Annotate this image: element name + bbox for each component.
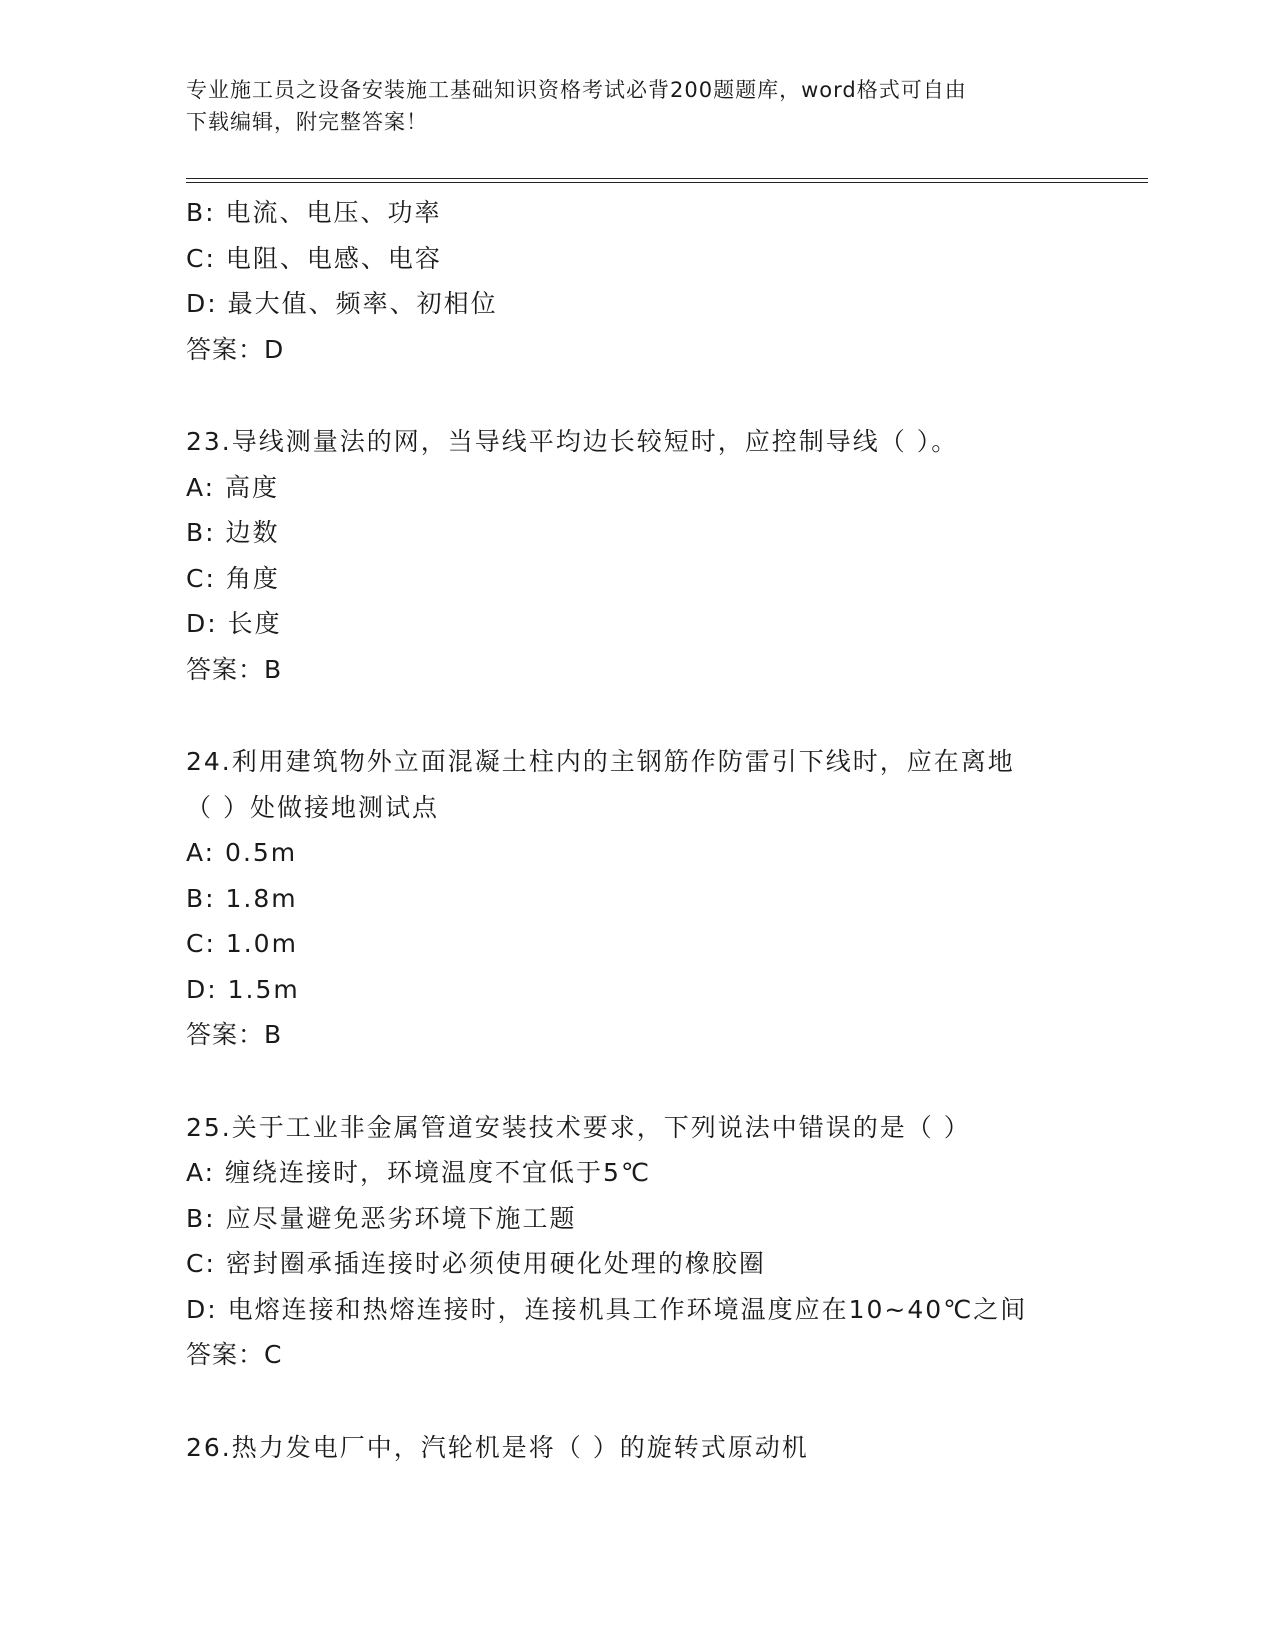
- question-block-25: [186, 1105, 1086, 1378]
- header-line-1: 专业施工员之设备安装施工基础知识资格考试必背200题题库，word格式可自由: [186, 78, 967, 102]
- question-block-26: [186, 1425, 1086, 1471]
- option-b: B: 应尽量避免恶劣环境下施工题: [186, 1203, 577, 1233]
- question-block-23: [186, 419, 1086, 692]
- option-c: C: 电阻、电感、电容: [186, 243, 442, 273]
- question-list: [186, 190, 1086, 1470]
- option-a: A: 0.5m: [186, 838, 298, 867]
- answer: 答案：B: [186, 654, 283, 684]
- option-c: C: 角度: [186, 563, 280, 593]
- option-c: C: 1.0m: [186, 929, 298, 958]
- option-d: D: 电熔连接和热熔连接时，连接机具工作环境温度应在10~40℃之间: [186, 1294, 1028, 1324]
- answer: 答案：D: [186, 334, 285, 364]
- question-text: 25.关于工业非金属管道安装技术要求，下列说法中错误的是（ ）: [186, 1112, 971, 1142]
- question-block-22: [186, 190, 1086, 372]
- question-text-continued: （ ）处做接地测试点: [186, 792, 439, 822]
- option-c: C: 密封圈承插连接时必须使用硬化处理的橡胶圈: [186, 1249, 766, 1278]
- header-divider-top: [186, 178, 1148, 179]
- question-text: 24.利用建筑物外立面混凝土柱内的主钢筋作防雷引下线时，应在离地: [186, 747, 1015, 776]
- option-b: B: 电流、电压、功率: [186, 198, 442, 227]
- document-header: [186, 74, 1066, 138]
- option-b: B: 1.8m: [186, 883, 298, 913]
- option-d: D: 长度: [186, 609, 282, 638]
- header-divider-bottom: [186, 182, 1148, 183]
- question-block-24: [186, 739, 1086, 1058]
- option-b: B: 边数: [186, 518, 280, 547]
- option-d: D: 1.5m: [186, 974, 300, 1004]
- question-text: 26.热力发电厂中，汽轮机是将（ ）的旋转式原动机: [186, 1432, 809, 1462]
- option-a: A: 缠绕连接时，环境温度不宜低于5℃: [186, 1158, 652, 1187]
- option-a: A: 高度: [186, 472, 280, 502]
- answer: 答案：C: [186, 1340, 283, 1369]
- header-line-2: 下载编辑，附完整答案！: [186, 110, 428, 134]
- option-d: D: 最大值、频率、初相位: [186, 289, 498, 318]
- answer: 答案：B: [186, 1020, 283, 1049]
- question-text: 23.导线测量法的网，当导线平均边长较短时，应控制导线（ ）。: [186, 427, 959, 456]
